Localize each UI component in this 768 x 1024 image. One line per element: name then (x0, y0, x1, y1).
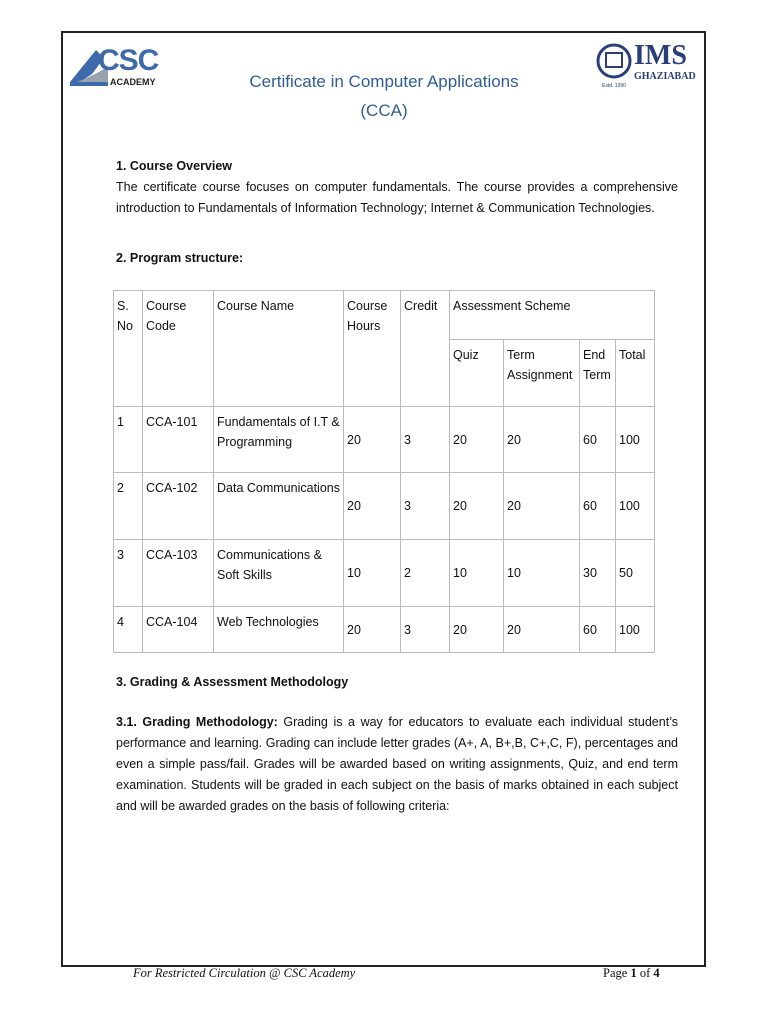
cell-quiz: 20 (450, 607, 504, 653)
cell-code: CCA-104 (143, 607, 214, 653)
table-row (114, 540, 655, 607)
cell-sno: 2 (114, 473, 143, 540)
table-row (114, 607, 655, 653)
cell-name: Communications & Soft Skills (214, 540, 344, 607)
document-title: Certificate in Computer Applications (249, 72, 519, 91)
table-row (114, 473, 655, 540)
cell-quiz: 20 (450, 473, 504, 540)
footer-circulation: For Restricted Circulation @ CSC Academy (133, 966, 356, 980)
header-hours: Course Hours (344, 291, 401, 407)
cell-hours: 20 (344, 473, 401, 540)
cell-name: Data Communications (214, 473, 344, 540)
cell-code: CCA-102 (143, 473, 214, 540)
header-term: Term Assignment (504, 340, 580, 407)
cell-end: 60 (580, 607, 616, 653)
table-row (114, 407, 655, 473)
cell-name: Web Technologies (214, 607, 344, 653)
grading-methodology-paragraph (116, 712, 678, 817)
program-structure-table (113, 290, 655, 653)
cell-total: 100 (616, 473, 655, 540)
cell-credit: 3 (401, 473, 450, 540)
cell-total: 100 (616, 607, 655, 653)
header-sno: S. No (114, 291, 143, 407)
cell-end: 60 (580, 407, 616, 473)
cell-sno: 4 (114, 607, 143, 653)
cell-credit: 3 (401, 407, 450, 473)
cell-total: 50 (616, 540, 655, 607)
cell-hours: 20 (344, 607, 401, 653)
cell-quiz: 10 (450, 540, 504, 607)
grading-methodology-label: 3.1. Grading Methodology: (116, 715, 278, 729)
cell-hours: 10 (344, 540, 401, 607)
course-overview-body: The certificate course focuses on computer fundamentals. The course provides a comprehensive introduction to Fundamentals of Information Technology; Internet & Communication Technologies. (116, 180, 678, 215)
cell-hours: 20 (344, 407, 401, 473)
cell-end: 30 (580, 540, 616, 607)
cell-credit: 2 (401, 540, 450, 607)
cell-total: 100 (616, 407, 655, 473)
cell-code: CCA-103 (143, 540, 214, 607)
ims-ghaziabad-logo: IMS GHAZIABAD Estd. 1990 (596, 43, 702, 91)
header-credit: Credit (401, 291, 450, 407)
course-overview-heading: 1. Course Overview (116, 159, 233, 173)
grading-methodology-body: Grading is a way for educators to evaluate each individual student’s performance and learning. Grading can include letter grades (A+, A, B+,B, C+,C, F), percentages and even a simple pass/fail. Grades will be awarded based on writing assignments, Quiz, and end term examination. Students will be graded in each subject on the basis of marks obtained in each subject and will be awarded grades on the basis of following criteria: (116, 715, 678, 813)
cell-term: 10 (504, 540, 580, 607)
cell-term: 20 (504, 473, 580, 540)
cell-code: CCA-101 (143, 407, 214, 473)
cell-credit: 3 (401, 607, 450, 653)
document-subtitle: (CCA) (360, 101, 408, 120)
cell-sno: 3 (114, 540, 143, 607)
header-assessment: Assessment Scheme (450, 291, 655, 340)
cell-name: Fundamentals of I.T & Programming (214, 407, 344, 473)
cell-end: 60 (580, 473, 616, 540)
cell-term: 20 (504, 607, 580, 653)
grading-heading: 3. Grading & Assessment Methodology (116, 675, 349, 689)
header-end: End Term (580, 340, 616, 407)
cell-sno: 1 (114, 407, 143, 473)
program-structure-heading: 2. Program structure: (116, 251, 244, 265)
csc-academy-logo: CSC ACADEMY (68, 44, 168, 92)
cell-term: 20 (504, 407, 580, 473)
header-name: Course Name (214, 291, 344, 407)
footer-page-number: Page 1 of 4 (603, 966, 660, 980)
header-code: Course Code (143, 291, 214, 407)
header-total: Total (616, 340, 655, 407)
header-quiz: Quiz (450, 340, 504, 407)
cell-quiz: 20 (450, 407, 504, 473)
